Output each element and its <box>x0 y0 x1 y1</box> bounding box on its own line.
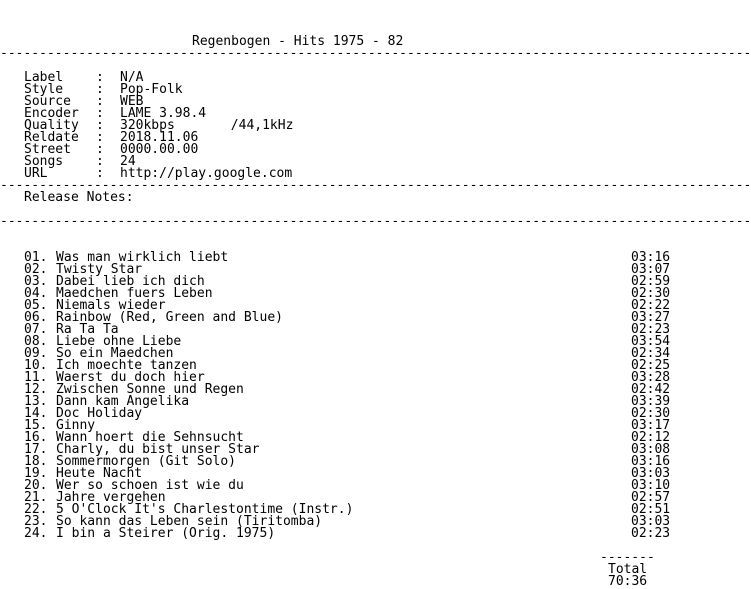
track-number: 09. <box>24 346 48 361</box>
meta-key: Reldate <box>24 130 79 145</box>
meta-key: Quality <box>24 118 79 133</box>
track-duration: 03:10 <box>631 478 671 493</box>
track-number: 02. <box>24 262 48 277</box>
track-number: 21. <box>24 490 48 505</box>
track-duration: 03:16 <box>631 250 671 265</box>
track-duration: 02:30 <box>631 406 671 421</box>
track-title: Doc Holiday <box>56 406 143 421</box>
track-number: 03. <box>24 274 48 289</box>
meta-extra-value: /44,1kHz <box>230 118 294 133</box>
track-duration: 02:59 <box>631 274 671 289</box>
track-duration: 03:54 <box>631 334 671 349</box>
nfo-document <box>0 34 751 589</box>
track-duration: 02:57 <box>631 490 671 505</box>
track-duration: 03:03 <box>631 514 671 529</box>
divider-top: ------------------------------------------------------------------------------------------------ <box>0 46 751 61</box>
track-number: 01. <box>24 250 48 265</box>
track-number: 22. <box>24 502 48 517</box>
track-duration: 03:07 <box>631 262 671 277</box>
track-number: 20. <box>24 478 48 493</box>
track-title: Jahre vergehen <box>56 490 166 505</box>
meta-separator: : <box>96 166 112 181</box>
meta-value: LAME 3.98.4 <box>120 106 207 121</box>
track-number: 16. <box>24 430 48 445</box>
meta-key: URL <box>24 166 48 181</box>
track-duration: 02:12 <box>631 430 671 445</box>
track-title: Wann hoert die Sehnsucht <box>56 430 244 445</box>
meta-key: Label <box>24 70 64 85</box>
track-duration: 02:42 <box>631 382 671 397</box>
meta-value: 2018.11.06 <box>120 130 199 145</box>
track-duration: 02:23 <box>631 526 671 541</box>
track-duration: 03:16 <box>631 454 671 469</box>
track-duration: 02:22 <box>631 298 671 313</box>
meta-value: WEB <box>120 94 144 109</box>
track-title: Twisty Star <box>56 262 143 277</box>
track-title: 5 O'Clock It's Charlestontime (Instr.) <box>56 502 354 517</box>
meta-value: 320kbps <box>120 118 175 133</box>
track-duration: 02:30 <box>631 286 671 301</box>
meta-key: Songs <box>24 154 64 169</box>
meta-separator: : <box>96 118 112 133</box>
meta-separator: : <box>96 154 112 169</box>
spacer <box>24 228 696 240</box>
track-number: 11. <box>24 370 48 385</box>
divider-notes: ------------------------------------------------------------------------------------------------ <box>0 214 751 229</box>
track-number: 19. <box>24 466 48 481</box>
meta-key: Source <box>24 94 71 109</box>
track-duration: 03:03 <box>631 466 671 481</box>
track-title: So kann das Leben sein (Tiritomba) <box>56 514 323 529</box>
track-number: 04. <box>24 286 48 301</box>
meta-key: Style <box>24 82 64 97</box>
track-duration: 02:25 <box>631 358 671 373</box>
track-duration: 02:23 <box>631 322 671 337</box>
track-title: Heute Nacht <box>56 466 143 481</box>
track-number: 17. <box>24 442 48 457</box>
track-duration: 03:17 <box>631 418 671 433</box>
track-number: 08. <box>24 334 48 349</box>
track-title: Ginny <box>56 418 96 433</box>
total-rule: ------- <box>600 550 655 565</box>
track-duration: 02:34 <box>631 346 671 361</box>
track-title: So ein Maedchen <box>56 346 174 361</box>
meta-key: Encoder <box>24 106 79 121</box>
track-number: 06. <box>24 310 48 325</box>
track-title: Waerst du doch hier <box>56 370 205 385</box>
track-title: Liebe ohne Liebe <box>56 334 182 349</box>
track-title: Maedchen fuers Leben <box>56 286 213 301</box>
track-number: 18. <box>24 454 48 469</box>
meta-separator: : <box>96 82 112 97</box>
meta-separator: : <box>96 142 112 157</box>
track-title: Was man wirklich liebt <box>56 250 229 265</box>
track-duration: 03:08 <box>631 442 671 457</box>
meta-key: Street <box>24 142 71 157</box>
meta-value: http://play.google.com <box>120 166 293 181</box>
divider-meta: ------------------------------------------------------------------------------------------------ <box>0 178 751 193</box>
total-time: 70:36 <box>608 574 648 589</box>
page-title: Regenbogen - Hits 1975 - 82 <box>192 34 404 49</box>
track-title: Ra Ta Ta <box>56 322 119 337</box>
meta-block <box>24 72 696 180</box>
track-title: Rainbow (Red, Green and Blue) <box>56 310 283 325</box>
track-duration: 03:28 <box>631 370 671 385</box>
track-number: 10. <box>24 358 48 373</box>
meta-value: Pop-Folk <box>120 82 183 97</box>
meta-separator: : <box>96 94 112 109</box>
track-number: 05. <box>24 298 48 313</box>
track-row <box>24 312 696 324</box>
track-number: 13. <box>24 394 48 409</box>
track-duration: 02:51 <box>631 502 671 517</box>
track-number: 23. <box>24 514 48 529</box>
meta-separator: : <box>96 130 112 145</box>
track-title: I bin a Steirer (Orig. 1975) <box>56 526 276 541</box>
track-row <box>24 408 696 420</box>
track-title: Dann kam Angelika <box>56 394 190 409</box>
track-duration: 03:39 <box>631 394 671 409</box>
track-duration: 03:27 <box>631 310 671 325</box>
meta-value: 0000.00.00 <box>120 142 199 157</box>
track-title: Dabei lieb ich dich <box>56 274 205 289</box>
track-number: 15. <box>24 418 48 433</box>
total-label: Total <box>608 562 648 577</box>
meta-separator: : <box>96 106 112 121</box>
track-title: Charly, du bist unser Star <box>56 442 260 457</box>
track-number: 24. <box>24 526 48 541</box>
meta-value: 24 <box>120 154 136 169</box>
track-title: Zwischen Sonne und Regen <box>56 382 244 397</box>
track-title: Sommermorgen (Git Solo) <box>56 454 237 469</box>
tracklist <box>24 252 696 540</box>
spacer <box>24 540 696 552</box>
track-number: 12. <box>24 382 48 397</box>
track-title: Ich moechte tanzen <box>56 358 197 373</box>
total-block <box>600 552 660 588</box>
track-title: Wer so schoen ist wie du <box>56 478 244 493</box>
track-number: 07. <box>24 322 48 337</box>
meta-separator: : <box>96 70 112 85</box>
track-title: Niemals wieder <box>56 298 166 313</box>
track-number: 14. <box>24 406 48 421</box>
meta-value: N/A <box>120 70 144 85</box>
release-notes-label: Release Notes: <box>24 190 134 205</box>
track-row <box>24 528 696 540</box>
